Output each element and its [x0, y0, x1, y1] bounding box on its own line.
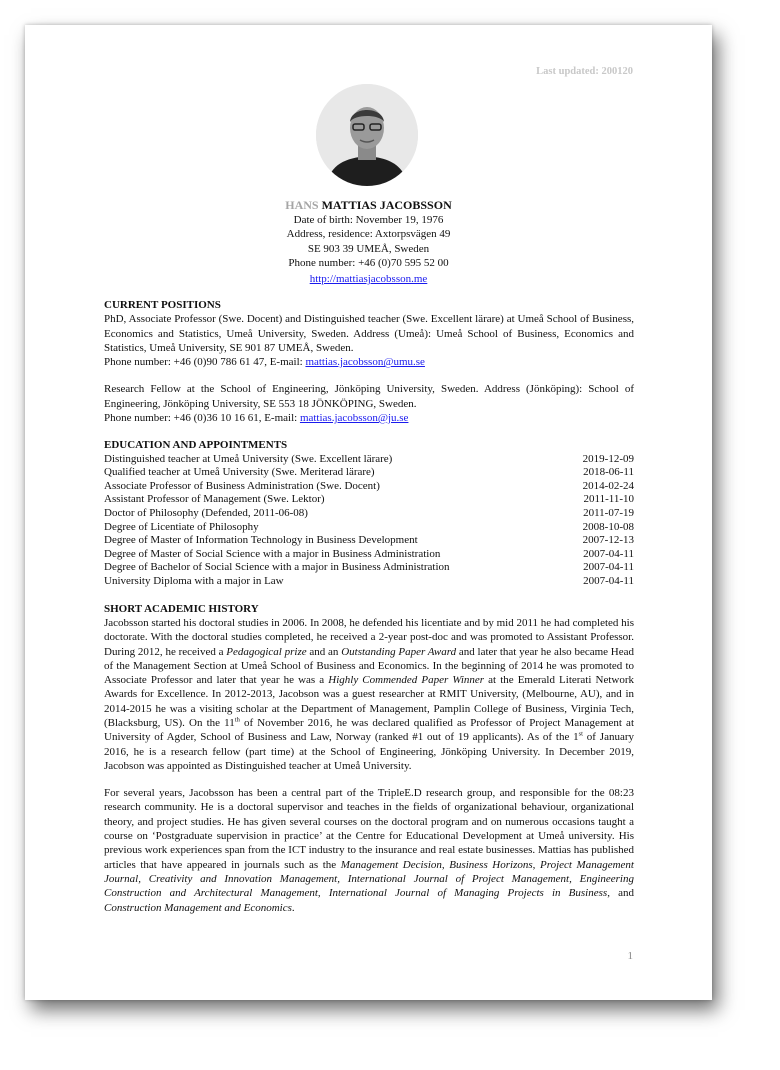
history-text: of November 2016, he was declared qualified as Professor of Project Management at University of Agder, School of Business and Law, Norway (ranked #1 out of 19 applicants). As of the 1	[104, 716, 634, 744]
first-name: HANS	[285, 198, 319, 212]
position-jonkoping-text: Research Fellow at the School of Engineering, Jönköping University, Sweden. Address (Jönköping): School of Engineering, Jönköping University, SE 553 18 JÖNKÖPING, Sweden.	[104, 383, 634, 410]
award-highly-commended: Highly Commended Paper Winner	[328, 674, 485, 687]
history-heading: SHORT ACADEMIC HISTORY	[104, 602, 259, 615]
history-text: of January 2016, he is a research fellow (part time) at the School of Engineering, Jönköping University. In December 2019, Jacobson was appointed as Distinguished teacher at Umeå University.	[104, 731, 634, 772]
education-title: Degree of Master of Social Science with a major in Business Administration	[104, 547, 441, 560]
history-text: and later that year he also became Head of the Management Section at Umeå School of Business and Economics. In the beginning of 2014 he was promoted to Associate Professor and later that year he was a	[104, 645, 634, 687]
position-jonkoping-phone: Phone number: +46 (0)36 10 16 61, E-mail:	[104, 412, 300, 425]
education-date: 2014-02-24	[582, 479, 634, 492]
education-row	[104, 480, 634, 494]
journal-name: Construction Management and Economics	[104, 901, 292, 914]
address-line-1: Address, residence: Axtorpsvägen 49	[286, 228, 451, 241]
ordinal-suffix: th	[234, 716, 240, 724]
page-number: 1	[627, 950, 633, 962]
contact-header	[25, 198, 712, 286]
position-jonkoping	[104, 382, 634, 425]
education-title: Qualified teacher at Umeå University (Swe. Meriterad lärare)	[104, 466, 375, 479]
education-list	[104, 453, 634, 589]
education-title: Degree of Bachelor of Social Science with a major in Business Administration	[104, 561, 450, 574]
education-row	[104, 466, 634, 480]
history-text: , and	[607, 887, 634, 900]
ju-email-link[interactable]: mattias.jacobsson@ju.se	[299, 412, 409, 425]
education-row	[104, 493, 634, 507]
cv-body	[104, 298, 634, 915]
education-row	[104, 534, 634, 548]
history-text: For several years, Jacobsson has been a central part of the TripleE.D research group, and responsible for the 08:23 research community. He is a doctoral supervisor and teaches in the fields of organizational behaviour, organizational theory, and project studies. He has given several courses on the doctoral program and on numerous occasions taught a course on ‘Postgraduate supervision in practice’ at the Centre for Educational Development at Umeå university. His previous work experiences span from the ICT industry to the insurance and real estate businesses. Mattias has published articles that have appeared in journals such as the	[104, 787, 634, 871]
website-link[interactable]: http://mattiasjacobsson.me	[309, 273, 428, 286]
education-date: 2018-06-11	[583, 466, 634, 479]
position-umea-text: PhD, Associate Professor (Swe. Docent) and Distinguished teacher (Swe. Excellent lärare) at Umeå School of Business, Economics and Statistics, Umeå University, Sweden. Address (Umeå): Umeå School of Business, Economics and Statistics, Umeå University, SE 901 87 UMEÅ, Sweden.	[104, 313, 634, 354]
position-umea-phone: Phone number: +46 (0)90 786 61 47, E-mail:	[104, 356, 306, 369]
education-date: 2019-12-09	[582, 452, 634, 465]
full-name	[25, 198, 712, 212]
education-date: 2007-04-11	[583, 561, 634, 574]
person-portrait-icon	[316, 84, 418, 186]
phone-number: Phone number: +46 (0)70 595 52 00	[288, 256, 449, 269]
education-date: 2011-07-19	[583, 507, 634, 520]
history-text: Jacobsson started his doctoral studies in 2006. In 2008, he defended his licentiate and by mid 2011 he had completed his doctorate. With the doctoral studies completed, he received a 2-year post-doc and was promoted to Assistant Professor. During 2012, he received a	[104, 616, 634, 658]
history-text: and an	[306, 645, 342, 658]
address-line-2: SE 903 39 UMEÅ, Sweden	[307, 242, 430, 255]
education-title: Distinguished teacher at Umeå University (Swe. Excellent lärare)	[104, 452, 393, 465]
education-date: 2008-10-08	[582, 520, 634, 533]
history-paragraph-1	[104, 616, 634, 773]
award-outstanding-paper: Outstanding Paper Award	[341, 645, 457, 658]
education-title: University Diploma with a major in Law	[104, 575, 284, 588]
current-positions-heading: CURRENT POSITIONS	[104, 299, 221, 311]
education-row	[104, 548, 634, 562]
education-title: Doctor of Philosophy (Defended, 2011-06-08)	[104, 507, 308, 520]
education-title: Degree of Licentiate of Philosophy	[104, 520, 259, 533]
history-paragraph-2	[104, 786, 634, 915]
education-title: Assistant Professor of Management (Swe. Lektor)	[104, 493, 325, 506]
journal-list: Management Decision, Business Horizons, Project Management Journal, Creativity and Innovation Management, International Journal of Project Management, Engineering Construction and Architectural Management, International Journal of Managing Projects in Business	[104, 858, 634, 900]
document-page	[25, 25, 712, 1000]
education-date: 2011-11-10	[583, 493, 634, 506]
ordinal-suffix: st	[578, 730, 583, 738]
date-of-birth: Date of birth: November 19, 1976	[293, 214, 444, 227]
education-row	[104, 521, 634, 535]
umu-email-link[interactable]: mattias.jacobsson@umu.se	[305, 356, 425, 369]
last-updated: Last updated: 200120	[536, 66, 633, 77]
position-umea	[104, 312, 634, 369]
education-row	[104, 507, 634, 521]
award-pedagogical-prize: Pedagogical prize	[226, 645, 307, 658]
history-text: at the Emerald Literati Network Awards for Excellence. In 2012-2013, Jacobson was a guest researcher at RMIT University, (Melbourne, AU), and in 2014-2015 he was a visiting scholar at the Department of Management, Pamplin College of Business, Virginia Tech, (Blacksburg, US). On the 11	[104, 674, 634, 729]
education-row	[104, 575, 634, 589]
history-text: .	[291, 901, 295, 914]
education-title: Associate Professor of Business Administration (Swe. Docent)	[104, 479, 380, 492]
education-title: Degree of Master of Information Technology in Business Development	[104, 534, 418, 547]
education-row	[104, 453, 634, 467]
last-names: MATTIAS JACOBSSON	[321, 198, 452, 212]
education-date: 2007-04-11	[583, 547, 634, 560]
profile-photo	[316, 84, 418, 186]
education-heading: EDUCATION AND APPOINTMENTS	[104, 439, 288, 452]
education-date: 2007-12-13	[582, 534, 634, 547]
education-date: 2007-04-11	[583, 575, 634, 588]
education-row	[104, 561, 634, 575]
